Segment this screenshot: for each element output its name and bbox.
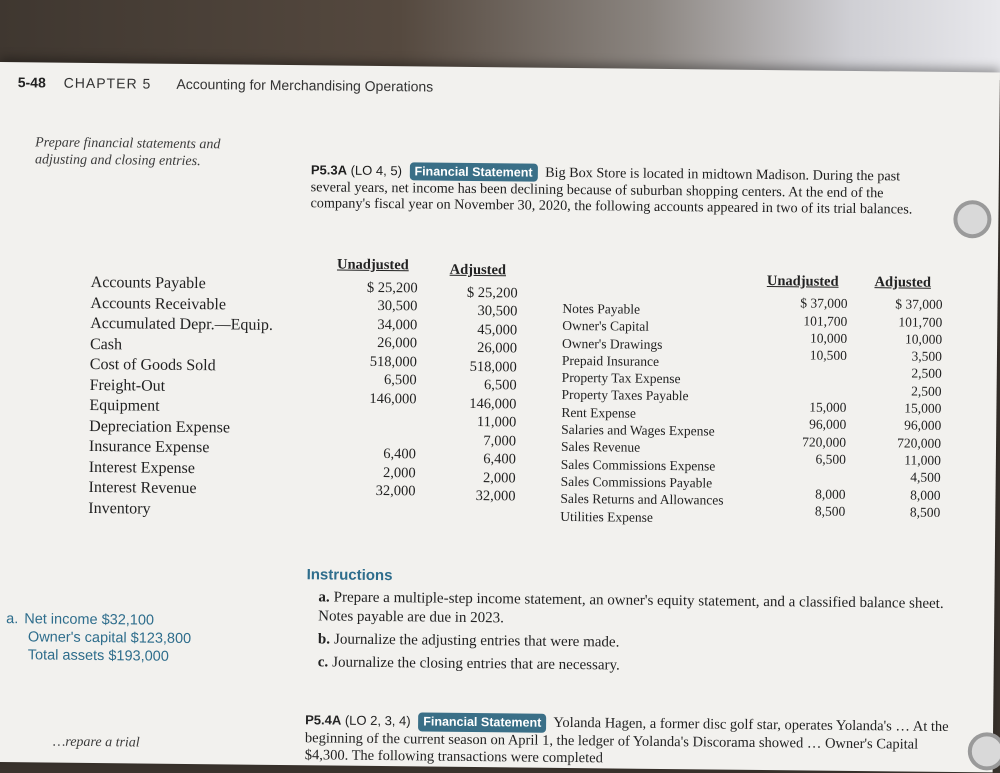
account-name: Equipment bbox=[89, 396, 160, 415]
adjusted-amount: 11,000 bbox=[476, 414, 517, 431]
instruction-item-b: b. Journalize the adjusting entries that were made. bbox=[317, 631, 620, 651]
instruction-item-c: c. Journalize the closing entries that are necessary. bbox=[317, 654, 620, 674]
account-name: Freight-Out bbox=[89, 376, 166, 395]
unadjusted-amount: 720,000 bbox=[802, 434, 847, 450]
left-adjusted-column bbox=[435, 261, 518, 506]
account-name: Property Taxes Payable bbox=[561, 387, 689, 404]
answer-net-income: Net income $32,100 bbox=[24, 611, 155, 629]
adjusted-amount: 2,000 bbox=[482, 469, 516, 486]
account-name: Utilities Expense bbox=[560, 508, 653, 525]
answer-owners-capital: Owner's capital $123,800 bbox=[27, 629, 192, 648]
page-header bbox=[18, 74, 434, 94]
unadjusted-amount: 30,500 bbox=[377, 297, 418, 315]
instructions-title: Instructions bbox=[306, 566, 393, 585]
adjusted-amount: 8,000 bbox=[910, 487, 941, 503]
account-name: Accumulated Depr.—Equip. bbox=[90, 314, 273, 334]
unadjusted-amount bbox=[757, 363, 847, 381]
financial-statement-badge: Financial Statement bbox=[409, 162, 537, 181]
account-name: Rent Expense bbox=[561, 404, 637, 421]
chapter-title: Accounting for Merchandising Operations bbox=[176, 75, 434, 95]
adjusted-amount: 30,500 bbox=[477, 303, 518, 320]
page-number: 5-48 bbox=[17, 74, 46, 91]
problem-text: Big Box Store is located in midtown Madison. During the past several years, net income has been declining because of suburban shopping centers. At the end of the company's fiscal year on November 30, 2020, the following accounts appeared in two of its trial balances. bbox=[310, 164, 913, 218]
margin-note-bottom: …repare a trial bbox=[52, 734, 140, 751]
account-name: Insurance Expense bbox=[88, 437, 210, 457]
adjusted-amount: 45,000 bbox=[477, 321, 518, 338]
unadjusted-amount: 10,500 bbox=[809, 347, 848, 364]
unadjusted-amount: 6,500 bbox=[815, 451, 846, 467]
adjusted-amount: 6,500 bbox=[483, 377, 517, 394]
adjusted-amount: 26,000 bbox=[477, 340, 518, 357]
unadjusted-amount: 101,700 bbox=[803, 313, 848, 329]
right-unadjusted-column bbox=[755, 273, 848, 520]
left-account-names bbox=[88, 273, 273, 521]
next-financial-statement-badge: Financial Statement bbox=[418, 712, 546, 732]
problem-id: P5.3A (LO 4, 5) bbox=[310, 162, 403, 179]
account-name: Sales Commissions Payable bbox=[560, 473, 713, 491]
account-name: Owner's Capital bbox=[562, 318, 650, 335]
adjusted-amount: 6,400 bbox=[483, 451, 516, 468]
margin-note: Prepare financial statements and adjusting and closing entries. bbox=[34, 135, 221, 170]
problem-p54a bbox=[305, 711, 966, 771]
unadjusted-amount: 32,000 bbox=[375, 482, 416, 500]
unadjusted-amount: 26,000 bbox=[377, 334, 418, 352]
binder-ring-icon bbox=[968, 732, 1000, 770]
unadjusted-amount: 518,000 bbox=[369, 353, 417, 370]
right-unadjusted-header: Unadjusted bbox=[766, 273, 839, 290]
unadjusted-amount: $ 37,000 bbox=[800, 295, 848, 312]
left-adjusted-header: Adjusted bbox=[449, 261, 507, 279]
unadjusted-amount: 8,500 bbox=[814, 503, 846, 519]
adjusted-amount: $ 25,200 bbox=[466, 284, 518, 301]
instruction-item-a: a. Prepare a multiple-step income statement, an owner's equity statement, and a classified balance sheet. Notes payable are due in 2023. bbox=[318, 589, 944, 627]
problem-p53a bbox=[310, 161, 930, 217]
account-name: Cash bbox=[89, 335, 123, 353]
unadjusted-amount bbox=[326, 426, 416, 445]
answer-total-assets: Total assets $193,000 bbox=[27, 647, 169, 665]
adjusted-amount: 2,500 bbox=[911, 366, 942, 382]
account-name: Owner's Drawings bbox=[562, 335, 663, 352]
adjusted-amount: 146,000 bbox=[469, 395, 517, 412]
right-adjusted-header: Adjusted bbox=[874, 274, 932, 291]
unadjusted-amount: 6,400 bbox=[383, 446, 416, 463]
instructions bbox=[306, 565, 957, 679]
chapter-label: CHAPTER 5 bbox=[63, 74, 152, 92]
next-problem-id: P5.4A (LO 2, 3, 4) bbox=[305, 712, 411, 729]
account-name: Sales Revenue bbox=[560, 439, 641, 456]
unadjusted-amount: 2,000 bbox=[383, 464, 416, 481]
account-name: Notes Payable bbox=[562, 300, 641, 317]
account-name: Accounts Receivable bbox=[90, 294, 227, 313]
adjusted-amount: 96,000 bbox=[904, 417, 942, 434]
left-unadjusted-header: Unadjusted bbox=[336, 256, 409, 274]
adjusted-amount: 518,000 bbox=[469, 358, 517, 375]
unadjusted-amount: 96,000 bbox=[809, 416, 847, 433]
account-name: Cost of Goods Sold bbox=[89, 355, 216, 375]
adjusted-amount: 2,500 bbox=[911, 383, 942, 399]
account-name: Property Tax Expense bbox=[561, 370, 681, 387]
adjusted-amount: 4,500 bbox=[910, 469, 941, 486]
account-name: Prepaid Insurance bbox=[561, 352, 660, 369]
left-unadjusted-column bbox=[325, 255, 418, 500]
unadjusted-amount: 34,000 bbox=[377, 316, 418, 333]
account-name: Depreciation Expense bbox=[89, 417, 231, 436]
adjusted-amount: 32,000 bbox=[475, 488, 516, 505]
unadjusted-amount: 8,000 bbox=[815, 486, 846, 502]
unadjusted-amount: $ 25,200 bbox=[366, 279, 418, 296]
unadjusted-amount: 6,500 bbox=[383, 372, 417, 389]
binder-ring-icon bbox=[953, 200, 991, 238]
unadjusted-amount bbox=[756, 467, 846, 485]
unadjusted-amount bbox=[326, 407, 416, 426]
check-figures: a. Net income $32,100 Owner's capital $123,800 Total assets $193,000 bbox=[6, 610, 267, 667]
account-name: Inventory bbox=[88, 499, 151, 518]
unadjusted-amount: 15,000 bbox=[809, 399, 847, 415]
account-name: Accounts Payable bbox=[90, 273, 206, 293]
unadjusted-amount bbox=[757, 381, 847, 399]
adjusted-amount: 11,000 bbox=[904, 452, 941, 468]
next-problem-text: Yolanda Hagen, a former disc golf star, operates Yolanda's … At the beginning of the current season on April 1, the ledger of Yolanda's Discorama showed … Owner's Capital $4,300. The following transactions were completed bbox=[304, 714, 949, 767]
unadjusted-amount: 10,000 bbox=[809, 330, 848, 346]
adjusted-amount: 15,000 bbox=[904, 400, 942, 416]
account-name: Sales Commissions Expense bbox=[560, 456, 716, 474]
account-name: Interest Expense bbox=[88, 458, 196, 477]
right-account-names bbox=[560, 300, 725, 527]
adjusted-amount: 3,500 bbox=[911, 348, 943, 365]
unadjusted-amount: 146,000 bbox=[369, 390, 417, 407]
adjusted-amount: 10,000 bbox=[904, 331, 943, 347]
adjusted-amount: 7,000 bbox=[483, 432, 517, 449]
right-adjusted-column bbox=[860, 274, 943, 521]
adjusted-amount: 720,000 bbox=[897, 435, 942, 451]
adjusted-amount: $ 37,000 bbox=[895, 296, 943, 313]
adjusted-amount: 8,500 bbox=[909, 504, 941, 520]
textbook-page bbox=[0, 62, 1000, 772]
account-name: Sales Returns and Allowances bbox=[560, 491, 724, 508]
adjusted-amount: 101,700 bbox=[898, 314, 943, 330]
account-name: Salaries and Wages Expense bbox=[561, 421, 715, 439]
account-name: Interest Revenue bbox=[88, 478, 197, 498]
